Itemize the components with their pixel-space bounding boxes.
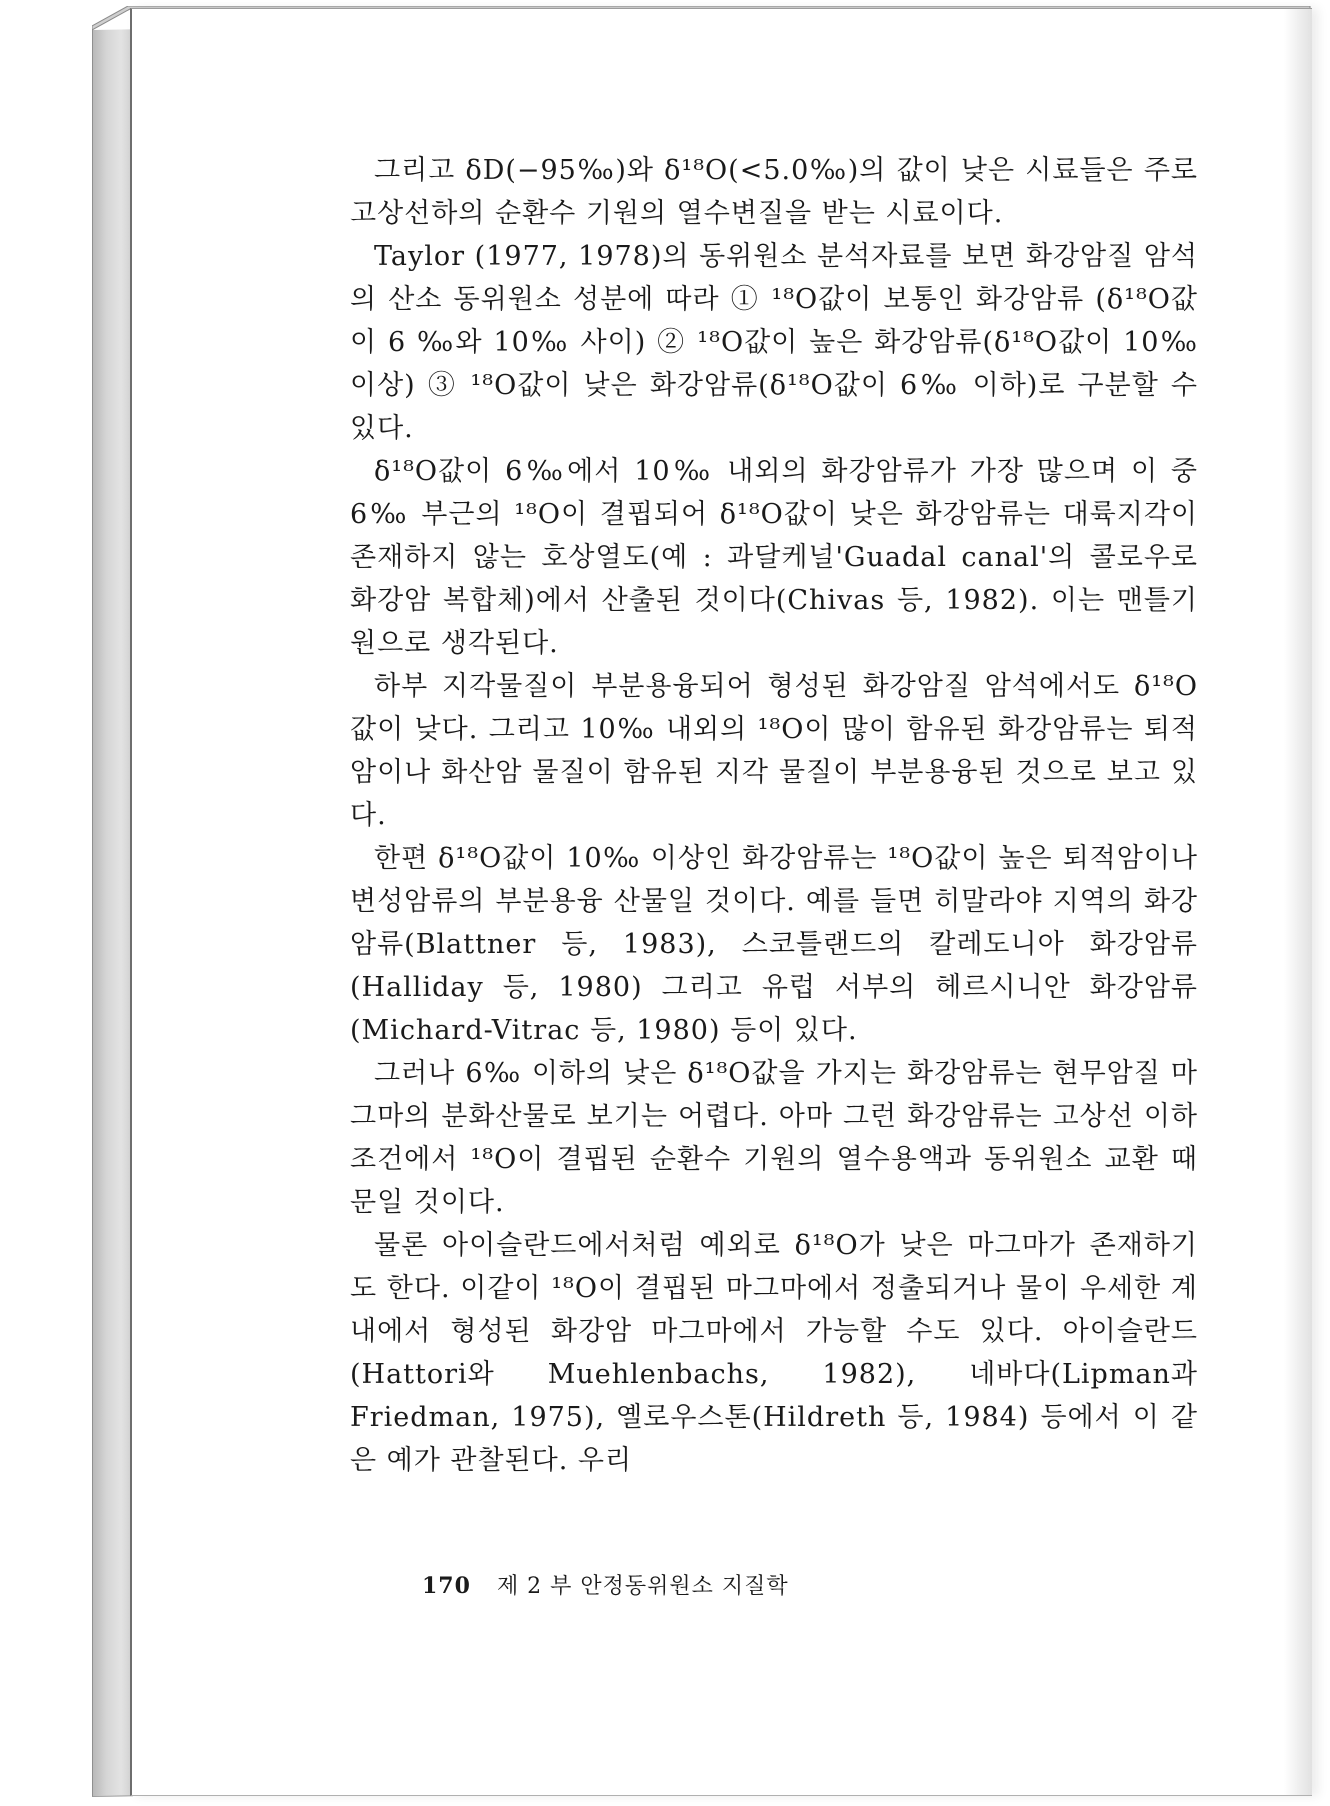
- paragraph-4: 하부 지각물질이 부분용융되어 형성된 화강암질 암석에서도 δ¹⁸O값이 낮다. 그리고 10‰ 내외의 ¹⁸O이 많이 함유된 화강암류는 퇴적암이나 화산암 물질이 함유된 지각 물질이 부분용융된 것으로 보고 있다.: [350, 671, 1198, 831]
- book: [92, 6, 1312, 1798]
- book-spine: [92, 29, 133, 1797]
- page-body-text: [350, 149, 1198, 1482]
- paragraph-1: 그리고 δD(−95‰)와 δ¹⁸O(<5.0‰)의 값이 낮은 시료들은 주로 고상선하의 순환수 기원의 열수변질을 받는 시료이다.: [350, 155, 1198, 229]
- paragraph-7: 물론 아이슬란드에서처럼 예외로 δ¹⁸O가 낮은 마그마가 존재하기도 한다. 이같이 ¹⁸O이 결핍된 마그마에서 정출되거나 물이 우세한 계내에서 형성된 화강암 마그마에서 가능할 수도 있다. 아이슬란드 (Hattori와 Muehlenbachs, 1982), 네바다(Lipman과 Friedman, 1975), 옐로우스톤(Hildreth 등, 1984) 등에서 이 같은 예가 관찰된다. 우리: [350, 1230, 1198, 1476]
- book-page: [130, 8, 1312, 1796]
- running-title: 제 2 부 안정동위원소 지질학: [496, 1574, 789, 1599]
- page-edge-shadow: [1284, 9, 1312, 1795]
- paragraph-6: 그러나 6‰ 이하의 낮은 δ¹⁸O값을 가지는 화강암류는 현무암질 마그마의 분화산물로 보기는 어렵다. 아마 그런 화강암류는 고상선 이하 조건에서 ¹⁸O이 결핍된 순환수 기원의 열수용액과 동위원소 교환 때문일 것이다.: [350, 1058, 1198, 1218]
- paragraph-5: 한편 δ¹⁸O값이 10‰ 이상인 화강암류는 ¹⁸O값이 높은 퇴적암이나 변성암류의 부분용융 산물일 것이다. 예를 들면 히말라야 지역의 화강암류(Blattner 등, 1983), 스코틀랜드의 칼레도니아 화강암류 (Halliday 등, 1980) 그리고 유럽 서부의 헤르시니안 화강암류(Michard-Vitrac 등, 1980) 등이 있다.: [350, 843, 1198, 1046]
- page-footer: [422, 1569, 789, 1600]
- paragraph-3: δ¹⁸O값이 6‰에서 10‰ 내외의 화강암류가 가장 많으며 이 중 6‰ 부근의 ¹⁸O이 결핍되어 δ¹⁸O값이 낮은 화강암류는 대륙지각이 존재하지 않는 호상열도(예 : 과달케널'Guadal canal'의 콜로우로 화강암 복합체)에서 산출된 것이다(Chivas 등, 1982). 이는 맨틀기원으로 생각된다.: [350, 456, 1198, 659]
- paragraph-2: Taylor (1977, 1978)의 동위원소 분석자료를 보면 화강암질 암석의 산소 동위원소 성분에 따라 ① ¹⁸O값이 보통인 화강암류 (δ¹⁸O값이 6 ‰와 10‰ 사이) ② ¹⁸O값이 높은 화강암류(δ¹⁸O값이 10‰ 이상) ③ ¹⁸O값이 낮은 화강암류(δ¹⁸O값이 6‰ 이하)로 구분할 수 있다.: [350, 241, 1198, 444]
- page-number: 170: [422, 1573, 471, 1599]
